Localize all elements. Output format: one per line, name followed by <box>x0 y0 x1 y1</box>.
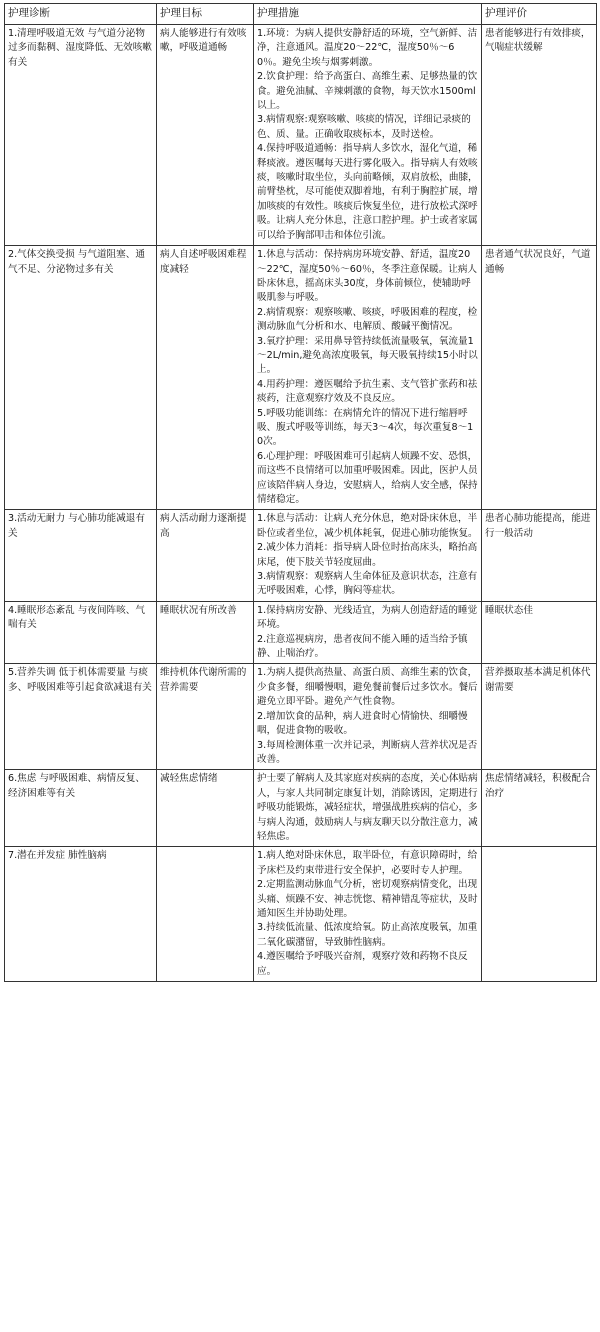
measure-item: 1.环境：为病人提供安静舒适的环境，空气新鲜、洁净，注意通风。温度20～22℃，湿度50％～60％。避免尘埃与烟雾刺激。 <box>257 28 478 68</box>
measures-cell <box>254 601 482 664</box>
measure-item: 2.注意巡视病房，患者夜间不能入睡的适当给予镇静、止喘治疗。 <box>257 633 468 660</box>
header-diagnosis: 护理诊断 <box>5 4 157 25</box>
diagnosis-cell: 2.气体交换受损 与气道阻塞、通气不足、分泌物过多有关 <box>5 246 157 510</box>
diagnosis-cell: 1.清理呼吸道无效 与气道分泌物过多而黏稠、湿度降低、无效咳嗽有关 <box>5 25 157 246</box>
header-measures: 护理措施 <box>254 4 482 25</box>
measure-item: 2.病情观察：观察咳嗽、咳痰，呼吸困难的程度，检测动脉血气分析和水、电解质、酸碱平衡情况。 <box>257 306 478 333</box>
table-row <box>5 770 597 847</box>
measure-item: 2.增加饮食的品种，病人进食时心情愉快、细嚼慢咽，促进食物的吸收。 <box>257 710 468 737</box>
diagnosis-cell: 6.焦虑 与呼吸困难、病情反复、经济困难等有关 <box>5 770 157 847</box>
measure-item: 4.用药护理：遵医嘱给予抗生素、支气管扩张药和祛痰药，注意观察疗效及不良反应。 <box>257 378 478 405</box>
measure-item: 3.病情观察：观察病人生命体征及意识状态，注意有无呼吸困难，心悸，胸闷等症状。 <box>257 571 478 597</box>
table-row <box>5 601 597 664</box>
evaluation-cell: 焦虑情绪减轻，积极配合治疗 <box>482 770 597 847</box>
header-evaluation: 护理评价 <box>482 4 597 25</box>
measure-item: 1.保持病房安静、光线适宜，为病人创造舒适的睡觉环境。 <box>257 604 478 631</box>
measure-item: 护士要了解病人及其家庭对疾病的态度，关心体贴病人，与家人共同制定康复计划，消除诱因，定期进行呼吸功能锻炼，减轻症状，增强战胜疾病的信心，多与病人沟通，鼓励病人与病友聊天以分散注意力，减轻焦虑。 <box>257 773 478 842</box>
table-row <box>5 246 597 510</box>
goal-cell: 维持机体代谢所需的营养需要 <box>157 664 254 770</box>
measure-item: 4.保持呼吸道通畅：指导病人多饮水，湿化气道，稀释痰液。遵医嘱每天进行雾化吸入。指导病人有效咳痰，咳嗽时取坐位，头向前略倾，双肩放松，曲膝，前臂垫枕，尽可能使双脚着地，有利于胸腔扩展，增加咳痰的有效性。咳痰后恢复坐位，进行放松式深呼吸。让病人充分休息，注意口腔护理。护士或者家属可以给予胸部叩击和体位引流。 <box>257 143 478 241</box>
measure-item: 3.氧疗护理：采用鼻导管持续低流量吸氧，氧流量1～2L/min,避免高浓度吸氧，每天吸氧持续15小时以上。 <box>257 335 478 376</box>
goal-cell: 病人自述呼吸困难程度减轻 <box>157 246 254 510</box>
goal-cell: 睡眠状况有所改善 <box>157 601 254 664</box>
table-row <box>5 25 597 246</box>
measure-item: 1.为病人提供高热量、高蛋白质、高维生素的饮食，少食多餐，细嚼慢咽，避免餐前餐后过多饮水。餐后避免立即平卧。避免产气性食物。 <box>257 667 478 708</box>
measure-item: 3.病情观察:观察咳嗽、咳痰的情况，详细记录痰的色、质、量。正确收取痰标本，及时送检。 <box>257 114 471 140</box>
table-row <box>5 664 597 770</box>
goal-cell: 减轻焦虑情绪 <box>157 770 254 847</box>
measure-item: 6.心理护理：呼吸困难可引起病人烦躁不安、恐惧，而这些不良情绪可以加重呼吸困难。因此，医护人员应该陪伴病人身边，安慰病人，给病人安全感，保持情绪稳定。 <box>257 450 478 505</box>
measures-cell <box>254 847 482 982</box>
measures-cell <box>254 510 482 601</box>
table-row <box>5 847 597 982</box>
measure-item: 2.定期监测动脉血气分析，密切观察病情变化，出现头痛、烦躁不安、神志恍惚、精神错乱等症状，及时通知医生并协助处理。 <box>257 879 478 919</box>
diagnosis-cell: 3.活动无耐力 与心肺功能减退有关 <box>5 510 157 601</box>
diagnosis-cell: 4.睡眠形态紊乱 与夜间阵咳、气喘有关 <box>5 601 157 664</box>
measures-cell <box>254 246 482 510</box>
measure-item: 4.遵医嘱给予呼吸兴奋剂，观察疗效和药物不良反应。 <box>257 951 468 977</box>
goal-cell: 病人能够进行有效咳嗽，呼吸道通畅 <box>157 25 254 246</box>
evaluation-cell: 睡眠状态佳 <box>482 601 597 664</box>
measure-item: 1.病人绝对卧床休息，取半卧位，有意识障碍时，给予床栏及约束带进行安全保护，必要时专人护理。 <box>257 850 478 876</box>
goal-cell <box>157 847 254 982</box>
diagnosis-cell: 5.营养失调 低于机体需要量 与痰多、呼吸困难等引起食欲减退有关 <box>5 664 157 770</box>
measure-item: 1.休息与活动：保持病房环境安静、舒适，温度20～22℃，湿度50％～60％，冬季注意保暖。让病人卧床休息，摇高床头30度，身体前倾位，使辅助呼吸肌参与呼吸。 <box>257 249 478 304</box>
evaluation-cell: 患者通气状况良好，气道通畅 <box>482 246 597 510</box>
evaluation-cell: 患者心肺功能提高，能进行一般活动 <box>482 510 597 601</box>
nursing-care-plan-table <box>4 3 597 982</box>
measure-item: 3.每周检测体重一次并记录，判断病人营养状况是否改善。 <box>257 739 478 765</box>
measure-item: 1.休息与活动：让病人充分休息，绝对卧床休息，半卧位或者坐位，减少机体耗氧，促进心肺功能恢复。 <box>257 513 478 539</box>
evaluation-cell: 营养摄取基本满足机体代谢需要 <box>482 664 597 770</box>
measures-cell <box>254 25 482 246</box>
diagnosis-cell: 7.潜在并发症 肺性脑病 <box>5 847 157 982</box>
evaluation-cell <box>482 847 597 982</box>
measures-cell <box>254 664 482 770</box>
measures-cell <box>254 770 482 847</box>
header-goal: 护理目标 <box>157 4 254 25</box>
evaluation-cell: 患者能够进行有效排痰，气喘症状缓解 <box>482 25 597 246</box>
measure-item: 2.饮食护理：给予高蛋白、高维生素、足够热量的饮食。避免油腻、辛辣刺激的食物，每天饮水1500ml以上。 <box>257 71 478 112</box>
header-row <box>5 4 597 25</box>
table-row <box>5 510 597 601</box>
measure-item: 5.呼吸功能训练：在病情允许的情况下进行缩唇呼吸、腹式呼吸等训练，每天3～4次，每次重复8～10次。 <box>257 407 474 448</box>
measure-item: 3.持续低流量、低浓度给氧。防止高浓度吸氧，加重二氧化碳潴留，导致肺性脑病。 <box>257 922 478 948</box>
goal-cell: 病人活动耐力逐渐提高 <box>157 510 254 601</box>
measure-item: 2.减少体力消耗：指导病人卧位时抬高床头，略抬高床尾，使下肢关节轻度屈曲。 <box>257 542 478 568</box>
